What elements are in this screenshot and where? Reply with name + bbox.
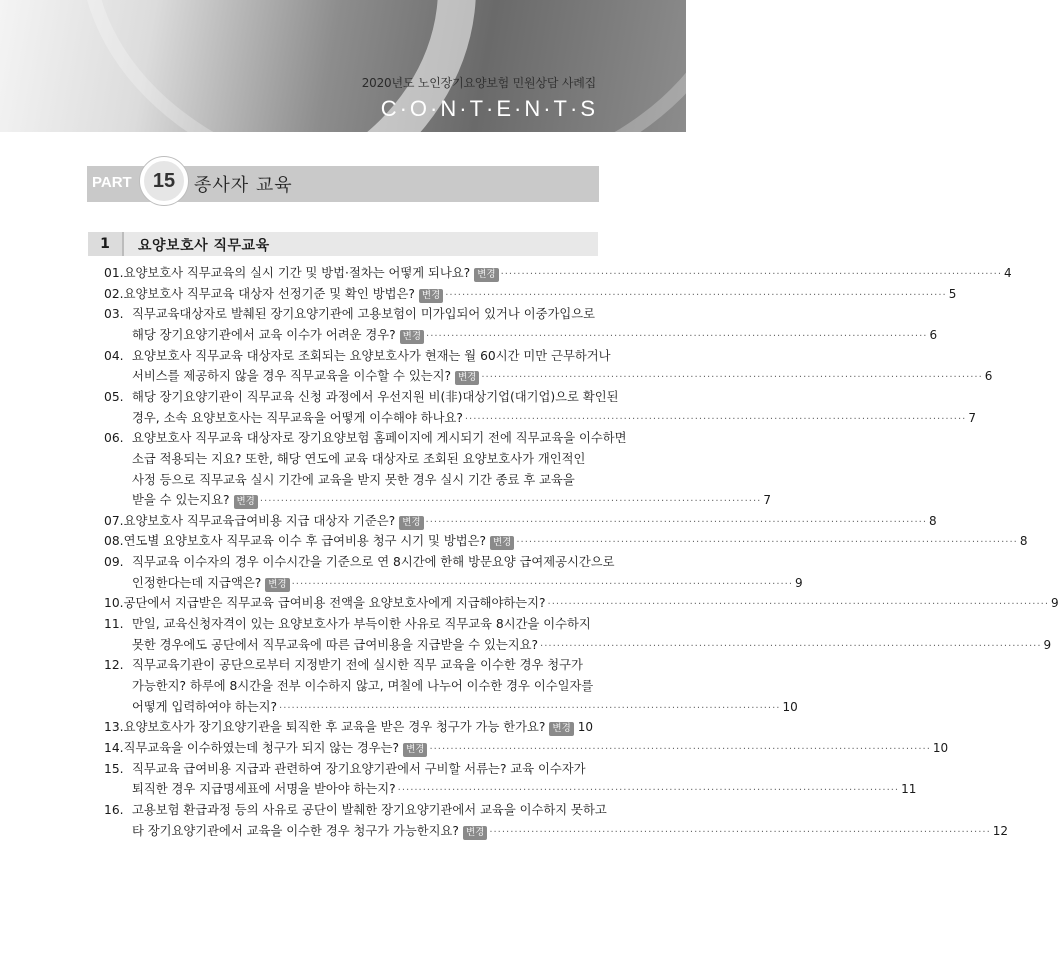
toc-entry-number: 10. [104,596,124,611]
changed-badge: 변경 [403,743,427,757]
toc-entry-text: 요양보호사 직무교육 대상자로 장기요양보험 홈페이지에 게시되기 전에 직무교육을 이수하면 [132,431,627,446]
toc-entry-line[interactable] [132,470,582,490]
dot-leader: ························································································································ [481,372,983,384]
toc-entry-text: 해당 장기요양기관에서 교육 이수가 어려운 경우? [132,327,396,342]
toc-entry-number: 08. [104,534,124,549]
dot-leader: ························································································································ [489,826,991,838]
part-number-badge: 15 [140,157,188,205]
toc-page-number: 8 [1019,534,1028,549]
toc-entry-number: 12. [104,658,124,673]
toc-entry-text: 공단에서 지급받은 직무교육 급여비용 전액을 요양보호사에게 지급해야하는지? [123,596,546,611]
toc-entry-text: 사정 등으로 직무교육 실시 기간에 교육을 받지 못한 경우 실시 기간 종료 후 교육을 [132,472,575,487]
toc-entry-line[interactable] [104,263,1012,283]
toc-entry-line[interactable] [104,759,586,779]
toc-entry-text: 어떻게 입력하여야 하는지? [132,699,278,714]
toc-page-number: 10 [932,740,949,755]
toc-entry-line[interactable] [104,655,582,675]
dot-leader: ························································································································ [291,578,794,590]
toc-entry-line[interactable] [104,284,957,304]
toc-entry-number: 06. [104,431,124,446]
toc-entry-line[interactable] [132,573,803,593]
toc-entry-text: 소급 적용되는 지요? 또한, 해당 연도에 교육 대상자로 조회된 요양보호사가 개인적인 [132,451,586,466]
dot-leader: ························································································································ [540,640,1042,652]
dot-leader: ························································································································ [516,537,1018,549]
toc-entry-number: 05. [104,389,124,404]
toc-entry-line[interactable] [132,635,1052,655]
toc-entry-line[interactable] [104,717,594,737]
header-banner [0,0,686,132]
toc-entry-text: 가능한지? 하루에 8시간을 전부 이수하지 않고, 며칠에 나누어 이수한 경우 이수일자를 [132,679,594,693]
toc-page-number: 10 [782,699,798,714]
dot-leader: ························································································································ [547,599,1049,611]
toc-entry-line[interactable] [104,346,611,366]
toc-entry-line[interactable] [132,821,1009,841]
toc-entry-line[interactable] [104,593,1059,613]
toc-entry-text: 요양보호사 직무교육급여비용 지급 대상자 기준은? [123,513,396,528]
toc-entry-number: 09. [104,555,124,570]
toc-entry-text: 인정한다는데 지급액은? [132,575,262,590]
toc-entry-text: 퇴직한 경우 지급명세표에 서명을 받아야 하는지? [132,782,396,797]
toc-entry-text: 경우, 소속 요양보호사는 직무교육을 어떻게 이수해야 하나요? [132,410,463,425]
toc-entry-line[interactable] [132,779,917,799]
toc-entry-text: 요양보호사 직무교육 대상자로 조회되는 요양보호사가 현재는 월 60시간 미만 근무하거나 [132,348,611,363]
toc-page-number: 9 [1043,637,1052,652]
toc-entry-text: 직무교육 이수자의 경우 이수시간을 기준으로 연 8시간에 한해 방문요양 급여제공시간으로 [132,555,615,570]
toc-entry-text: 해당 장기요양기관이 직무교육 신청 과정에서 우선지원 비(非)대상기업(대기업)으로 확인된 [132,389,619,404]
changed-badge: 변경 [419,289,443,303]
changed-badge: 변경 [463,826,487,840]
toc-entry-text: 고용보험 환급과정 등의 사유로 공단이 발췌한 장기요양기관에서 교육을 이수하지 못하고 [132,802,607,817]
part-title: 종사자 교육 [194,175,293,196]
book-subtitle: 2020년도 노인장기요양보험 민원상담 사례집 [361,76,596,90]
toc-entry-number: 16. [104,802,124,817]
toc-page-number: 12 [992,823,1009,838]
toc-entry-number: 02. [104,286,124,301]
toc-entry-text: 직무교육대상자로 발췌된 장기요양기관에 고용보험이 미가입되어 있거나 이중가입으로 [132,307,595,322]
toc-entry-line[interactable] [104,387,619,407]
toc-entry-text: 만일, 교육신청자격이 있는 요양보호사가 부득이한 사유로 직무교육 8시간을 이수하지 [132,617,591,632]
toc-entry-line[interactable] [132,449,586,469]
toc-entry-text: 못한 경우에도 공단에서 직무교육에 따른 급여비용을 지급받을 수 있는지요? [132,637,539,652]
changed-badge: 변경 [399,516,423,530]
toc-entry-number: 04. [104,348,124,363]
toc-entry-line[interactable] [104,531,1028,551]
dot-leader: ························································································································ [426,330,928,342]
toc-entry-text: 받을 수 있는지요? [132,493,230,508]
toc-entry-text: 직무교육 급여비용 지급과 관련하여 장기요양기관에서 구비할 서류는? 교육 이수자가 [132,761,586,776]
toc-page-number: 9 [1051,596,1059,611]
toc-entry-line[interactable] [104,511,937,531]
toc-entry-text: 요양보호사가 장기요양기관을 퇴직한 후 교육을 받은 경우 청구가 가능 한가요? [123,720,546,735]
toc-entry-line[interactable] [104,800,607,820]
toc-entry-line[interactable] [104,428,627,448]
toc-page-number: 7 [763,493,771,508]
toc-entry-text: 요양보호사 직무교육 대상자 선정기준 및 확인 방법은? [123,286,415,301]
toc-entry-text: 직무교육기관이 공단으로부터 지정받기 전에 실시한 직무 교육을 이수한 경우 청구가 [132,658,583,673]
changed-badge: 변경 [265,578,289,592]
toc-page-number: 9 [795,575,803,590]
toc-page-number: 6 [984,369,993,384]
toc-page-number: 11 [901,782,917,797]
toc-entry-line[interactable] [132,697,798,717]
toc-entry-line[interactable] [104,552,615,572]
dot-leader: ························································································································ [397,785,900,797]
toc-entry-line[interactable] [104,738,949,758]
toc-entry-text: 직무교육을 이수하였는데 청구가 되지 않는 경우는? [123,740,400,755]
toc-page-number: 5 [948,286,957,301]
toc-entry-text: 타 장기요양기관에서 교육을 이수한 경우 청구가 가능한지요? [132,823,459,838]
toc-entry-number: 11. [104,617,124,632]
dot-leader: ························································································································ [429,743,931,755]
dot-leader: ························································································································ [445,289,947,301]
toc-page-number: 7 [968,410,976,425]
toc-entry-number: 07. [104,513,124,528]
section-title: 요양보호사 직무교육 [138,238,270,254]
dot-leader: ························································································································ [464,413,967,425]
section-number: 1 [88,232,124,256]
toc-entry-line[interactable] [132,490,771,510]
changed-badge: 변경 [400,330,424,344]
dot-leader: ························································································································ [279,702,781,714]
toc-entry-line[interactable] [104,304,595,324]
toc-entry-text: 연도별 요양보호사 직무교육 이수 후 급여비용 청구 시기 및 방법은? [123,534,486,549]
toc-entry-text: 서비스를 제공하지 않을 경우 직무교육을 이수할 수 있는지? [132,369,451,384]
dot-leader: ························································································································ [259,496,762,508]
toc-page-number: 6 [929,327,938,342]
changed-badge: 변경 [474,268,498,282]
contents-title: C·O·N·T·E·N·T·S [380,96,598,121]
toc-entry-number: 01. [104,266,124,280]
toc-page-number: 4 [1004,266,1012,280]
toc-page-number: 8 [929,513,937,528]
toc-page-number: 10 [577,720,594,735]
toc-entry-line[interactable] [132,366,993,386]
part-label: PART [92,174,132,191]
toc-entry-line[interactable] [132,408,976,428]
toc-entry-line[interactable] [132,676,594,696]
changed-badge: 변경 [234,495,258,509]
dot-leader: ························································································································ [425,516,927,528]
toc-entry-number: 15. [104,761,124,776]
changed-badge: 변경 [549,722,573,736]
toc-entry-line[interactable] [132,325,938,345]
changed-badge: 변경 [455,371,479,385]
toc-entry-number: 03. [104,307,124,322]
toc-entry-number: 14. [104,740,124,755]
toc-entry-number: 13. [104,720,124,735]
dot-leader: ························································································································ [500,269,1003,280]
changed-badge: 변경 [490,536,514,550]
toc-entry-line[interactable] [104,614,591,634]
toc-entry-text: 요양보호사 직무교육의 실시 기간 및 방법·절차는 어떻게 되나요? [123,266,471,280]
